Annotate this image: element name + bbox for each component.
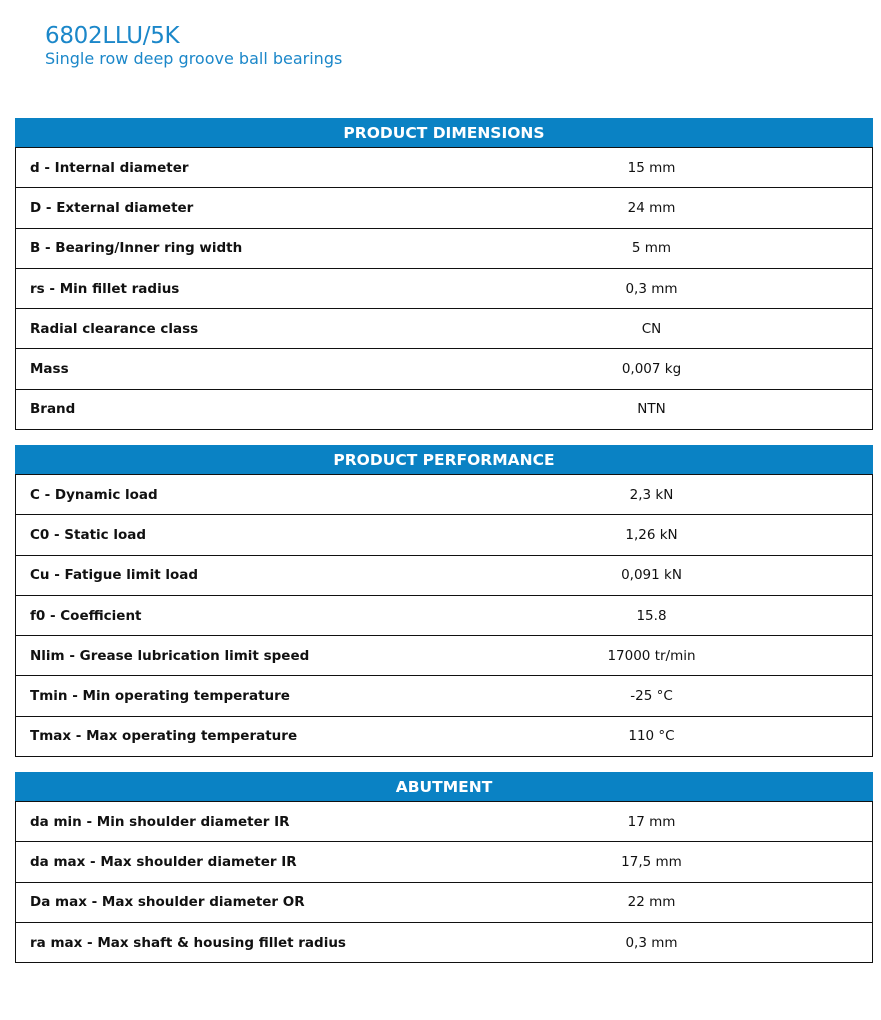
row-label: d - Internal diameter bbox=[30, 159, 189, 176]
row-label: da min - Min shoulder diameter IR bbox=[30, 813, 290, 830]
row-value: 24 mm bbox=[627, 199, 676, 216]
row-label: f0 - Coefficient bbox=[30, 607, 142, 624]
table-row bbox=[16, 923, 872, 963]
section-abutment bbox=[15, 772, 873, 963]
row-label: rs - Min fillet radius bbox=[30, 280, 180, 297]
row-value: 110 °C bbox=[628, 728, 675, 745]
row-value: -25 °C bbox=[630, 688, 673, 705]
row-label: C0 - Static load bbox=[30, 526, 147, 543]
table-row bbox=[16, 636, 872, 676]
table-row bbox=[16, 229, 872, 269]
row-label: C - Dynamic load bbox=[30, 486, 158, 503]
row-label: ra max - Max shaft & housing fillet radius bbox=[30, 934, 346, 951]
row-label: da max - Max shoulder diameter IR bbox=[30, 853, 297, 870]
row-label: Brand bbox=[30, 401, 76, 418]
row-value: 1,26 kN bbox=[625, 526, 678, 543]
row-value: 0,3 mm bbox=[625, 934, 678, 951]
section-title: ABUTMENT bbox=[15, 772, 873, 802]
row-label: D - External diameter bbox=[30, 199, 194, 216]
table-row bbox=[16, 515, 872, 555]
table-row bbox=[16, 349, 872, 389]
row-label: Cu - Fatigue limit load bbox=[30, 567, 199, 584]
row-value: CN bbox=[641, 320, 662, 337]
row-label: Mass bbox=[30, 361, 69, 378]
row-label: Nlim - Grease lubrication limit speed bbox=[30, 647, 310, 664]
table-row bbox=[16, 556, 872, 596]
section-product-performance bbox=[15, 445, 873, 757]
table-row bbox=[16, 269, 872, 309]
row-value: 0,3 mm bbox=[625, 280, 678, 297]
product-title: 6802LLU/5K bbox=[45, 23, 180, 49]
row-value: 15.8 bbox=[636, 607, 667, 624]
row-label: Radial clearance class bbox=[30, 320, 199, 337]
table-row bbox=[16, 148, 872, 188]
row-value: 17000 tr/min bbox=[607, 647, 696, 664]
page-header bbox=[45, 22, 342, 69]
table-row bbox=[16, 475, 872, 515]
spec-table bbox=[15, 475, 873, 757]
row-value: 0,007 kg bbox=[621, 361, 682, 378]
table-row bbox=[16, 842, 872, 882]
row-value: 0,091 kN bbox=[621, 567, 682, 584]
table-row bbox=[16, 883, 872, 923]
spec-table bbox=[15, 148, 873, 430]
table-row bbox=[16, 676, 872, 716]
row-label: Tmax - Max operating temperature bbox=[30, 728, 298, 745]
row-label: Tmin - Min operating temperature bbox=[30, 688, 290, 705]
section-product-dimensions bbox=[15, 118, 873, 430]
row-value: 17 mm bbox=[627, 813, 676, 830]
row-label: Da max - Max shoulder diameter OR bbox=[30, 894, 305, 911]
spec-table bbox=[15, 802, 873, 963]
row-label: B - Bearing/Inner ring width bbox=[30, 240, 243, 257]
table-row bbox=[16, 309, 872, 349]
table-row bbox=[16, 596, 872, 636]
row-value: 5 mm bbox=[631, 240, 672, 257]
table-row bbox=[16, 717, 872, 757]
table-row bbox=[16, 802, 872, 842]
section-title: PRODUCT DIMENSIONS bbox=[15, 118, 873, 148]
product-subtitle: Single row deep groove ball bearings bbox=[45, 49, 343, 68]
row-value: 17,5 mm bbox=[621, 853, 682, 870]
row-value: 22 mm bbox=[627, 894, 676, 911]
row-value: 2,3 kN bbox=[629, 486, 674, 503]
table-row bbox=[16, 390, 872, 430]
table-row bbox=[16, 188, 872, 228]
section-title: PRODUCT PERFORMANCE bbox=[15, 445, 873, 475]
row-value: 15 mm bbox=[627, 159, 676, 176]
row-value: NTN bbox=[637, 401, 666, 418]
